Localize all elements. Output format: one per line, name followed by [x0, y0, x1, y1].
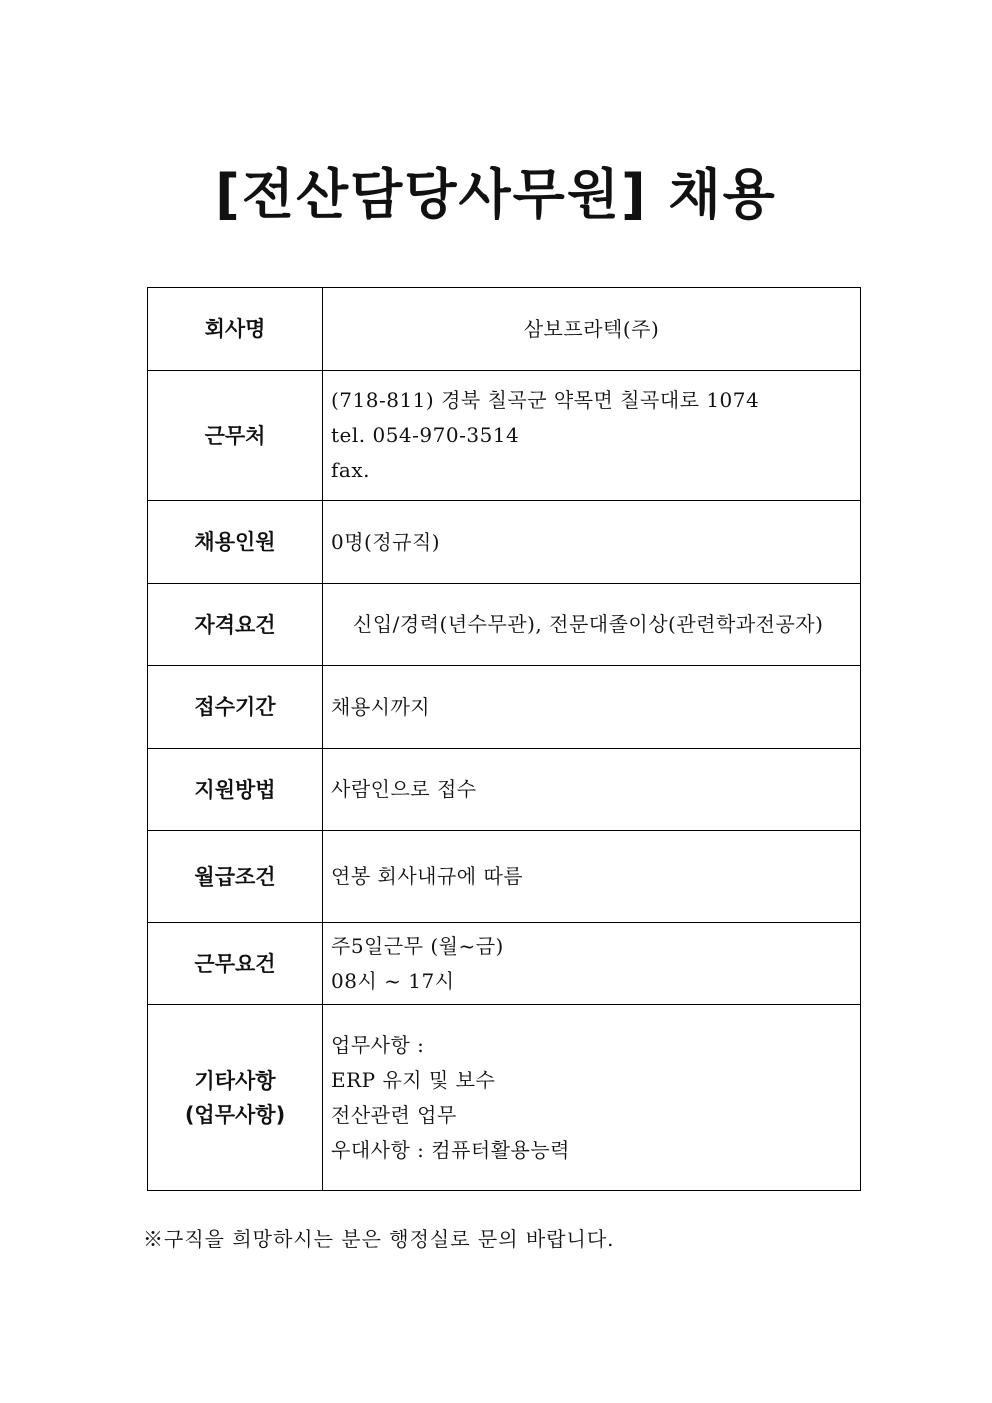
- table-row: [148, 749, 861, 831]
- row-label-workplace: 근무처: [148, 371, 323, 501]
- company-name: 삼보프라텍(주): [523, 316, 660, 341]
- row-value-work-conditions: [323, 923, 861, 1005]
- workplace-address: (718-811) 경북 칠곡군 약목면 칠곡대로 1074: [331, 388, 760, 412]
- row-value-headcount: [323, 501, 861, 584]
- row-label-company: 회사명: [148, 288, 323, 371]
- workplace-tel: tel. 054-970-3514: [331, 423, 520, 447]
- application-method-text: 사람인으로 접수: [331, 777, 477, 801]
- row-label-salary: 월급조건: [148, 831, 323, 923]
- row-label-other: [148, 1005, 323, 1191]
- headcount-text: 0명(정규직): [331, 529, 441, 554]
- footer-note: ※구직을 희망하시는 분은 행정실로 문의 바랍니다.: [143, 1227, 615, 1251]
- table-row: [148, 1005, 861, 1191]
- table-row: [148, 666, 861, 749]
- row-label-application-method: 지원방법: [148, 749, 323, 831]
- table-row: [148, 584, 861, 666]
- row-label-qualification: 자격요건: [148, 584, 323, 666]
- job-info-table: [147, 287, 861, 1191]
- row-value-qualification: [323, 584, 861, 666]
- row-value-other: [323, 1005, 861, 1191]
- salary-text: 연봉 회사내규에 따름: [331, 864, 524, 888]
- workplace-fax: fax.: [331, 458, 370, 482]
- row-label-headcount: 채용인원: [148, 501, 323, 584]
- application-period-text: 채용시까지: [331, 694, 431, 719]
- other-label-sub: (업무사항): [184, 1102, 286, 1127]
- table-row: [148, 923, 861, 1005]
- table-row: [148, 831, 861, 923]
- duties-heading: 업무사항 :: [331, 1032, 425, 1057]
- row-label-application-period: 접수기간: [148, 666, 323, 749]
- preferred-qualification: 우대사항 : 컴퓨터활용능력: [331, 1137, 570, 1162]
- qualification-text: 신입/경력(년수무관), 전문대졸이상(관련학과전공자): [353, 612, 824, 636]
- duty-it: 전산관련 업무: [331, 1102, 457, 1127]
- work-days: 주5일근무 (월~금): [331, 933, 504, 958]
- page-title: [전산담당사무원] 채용: [215, 163, 777, 226]
- other-label-main: 기타사항: [194, 1068, 276, 1093]
- table-row: [148, 501, 861, 584]
- row-value-workplace: [323, 371, 861, 501]
- row-value-application-method: [323, 749, 861, 831]
- table-row: [148, 288, 861, 371]
- row-value-application-period: [323, 666, 861, 749]
- row-value-salary: [323, 831, 861, 923]
- table-row: [148, 371, 861, 501]
- duty-erp: ERP 유지 및 보수: [331, 1067, 496, 1092]
- row-value-company: [323, 288, 861, 371]
- work-hours: 08시 ~ 17시: [331, 968, 455, 993]
- row-label-work-conditions: 근무요건: [148, 923, 323, 1005]
